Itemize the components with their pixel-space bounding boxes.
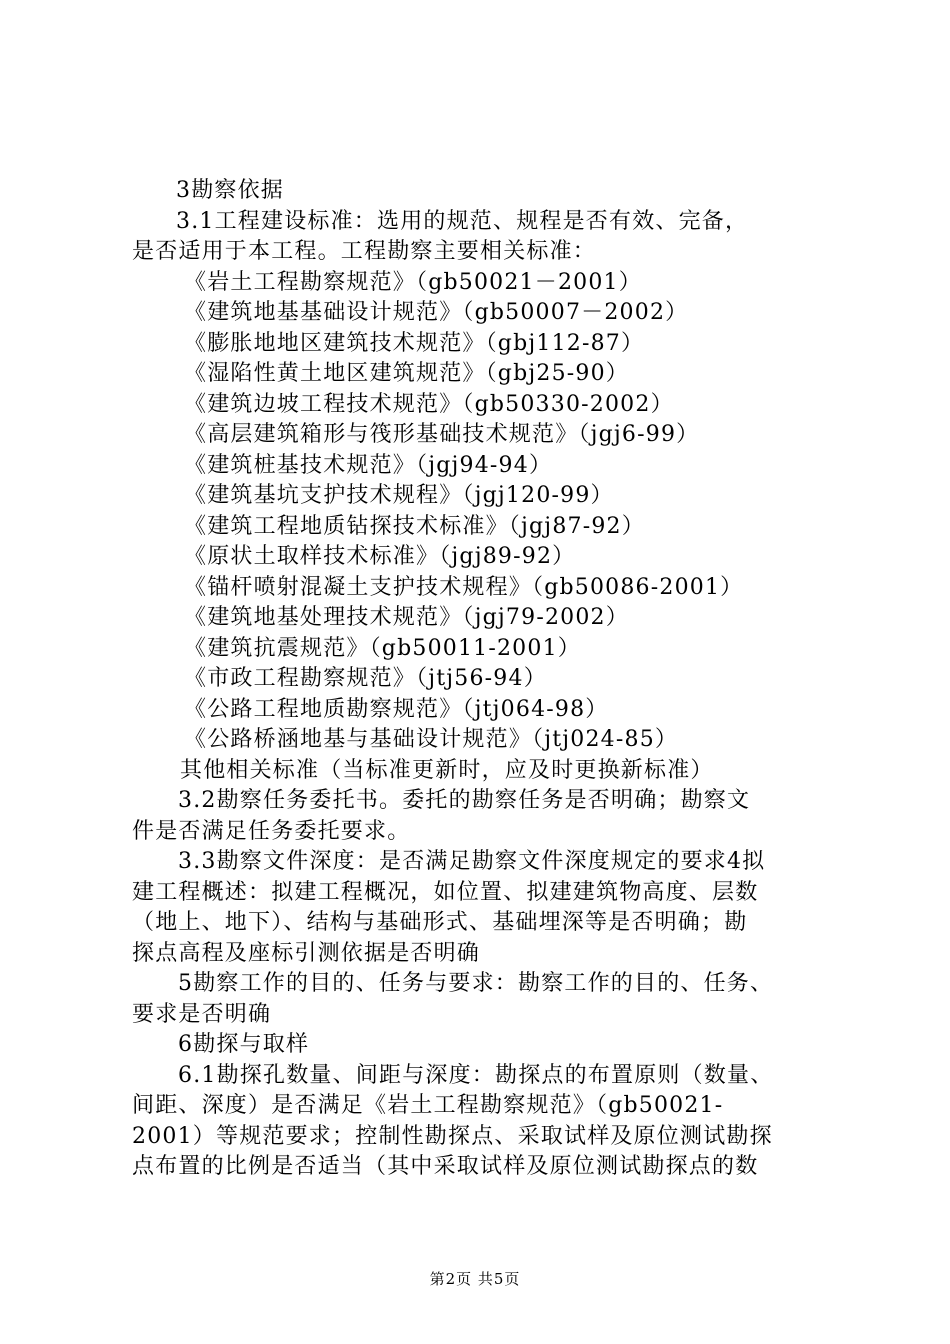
standard-item: 《岩土工程勘察规范》（gb50021－2001）: [184, 269, 642, 295]
paragraph-line: 建工程概述：拟建工程概况，如位置、拟建建筑物高度、层数: [132, 879, 759, 905]
paragraph-line: 间距、深度）是否满足《岩土工程勘察规范》（gb50021-: [132, 1093, 724, 1118]
paragraph-line: （地上、地下）、结构与基础形式、基础埋深等是否明确；勘: [132, 910, 748, 935]
paragraph-line: 要求是否明确: [132, 1001, 272, 1027]
paragraph-line: 6.1勘探孔数量、间距与深度：勘探点的布置原则（数量、: [178, 1062, 774, 1088]
section-heading-3: 3勘察依据: [176, 178, 284, 203]
page-footer: 第2页 共5页: [429, 1270, 521, 1288]
standard-item: 《建筑基坑支护技术规程》（jgj120-99）: [184, 483, 614, 508]
standard-item: 《市政工程勘察规范》（jtj56-94）: [184, 666, 547, 691]
standard-item: 《建筑地基处理技术规范》（jgj79-2002）: [184, 605, 629, 630]
paragraph-line: 3.3勘察文件深度：是否满足勘察文件深度规定的要求4拟: [178, 849, 766, 874]
paragraph-line: 点布置的比例是否适当（其中采取试样及原位测试勘探点的数: [132, 1154, 759, 1179]
standard-item: 《建筑桩基技术规范》（jgj94-94）: [184, 452, 553, 478]
standard-item: 《湿陷性黄土地区建筑规范》（gbj25-90）: [184, 361, 630, 386]
paragraph-line: 3.2勘察任务委托书。委托的勘察任务是否明确；勘察文: [178, 788, 751, 813]
section-heading-6: 6勘探与取样: [178, 1032, 310, 1057]
document-body: [132, 176, 832, 1183]
paragraph-line: 件是否满足任务委托要求。: [132, 818, 411, 844]
paragraph-line: 3.1工程建设标准：选用的规范、规程是否有效、完备，: [176, 208, 749, 234]
paragraph-line: 2001）等规范要求；控制性勘探点、采取试样及原位测试勘探: [132, 1123, 773, 1149]
standard-item: 《建筑地基基础设计规范》（gb50007－2002）: [184, 300, 689, 325]
standard-item: 《建筑工程地质钻探技术标准》（jgj87-92）: [184, 513, 645, 539]
paragraph-line: 其他相关标准（当标准更新时，应及时更换新标准）: [180, 757, 714, 783]
standard-item: 《公路桥涵地基与基础设计规范》（jtj024-85）: [184, 727, 679, 752]
standard-item: 《公路工程地质勘察规范》（jtj064-98）: [184, 696, 609, 722]
standard-item: 《锚杆喷射混凝土支护技术规程》（gb50086-2001）: [184, 574, 744, 600]
standard-item: 《膨胀地地区建筑技术规范》（gbj112-87）: [184, 330, 645, 356]
section-heading-5: 5勘察工作的目的、任务与要求：勘察工作的目的、任务、: [178, 971, 774, 996]
paragraph-line: 是否适用于本工程。工程勘察主要相关标准：: [132, 239, 597, 264]
standard-item: 《建筑边坡工程技术规范》（gb50330-2002）: [184, 391, 674, 417]
paragraph-line: 探点高程及座标引测依据是否明确: [132, 940, 481, 966]
standard-item: 《原状土取样技术标准》（jgj89-92）: [184, 544, 576, 569]
standard-item: 《高层建筑箱形与筏形基础技术规范》（jgj6-99）: [184, 422, 700, 447]
standard-item: 《建筑抗震规范》（gb50011-2001）: [184, 635, 581, 661]
